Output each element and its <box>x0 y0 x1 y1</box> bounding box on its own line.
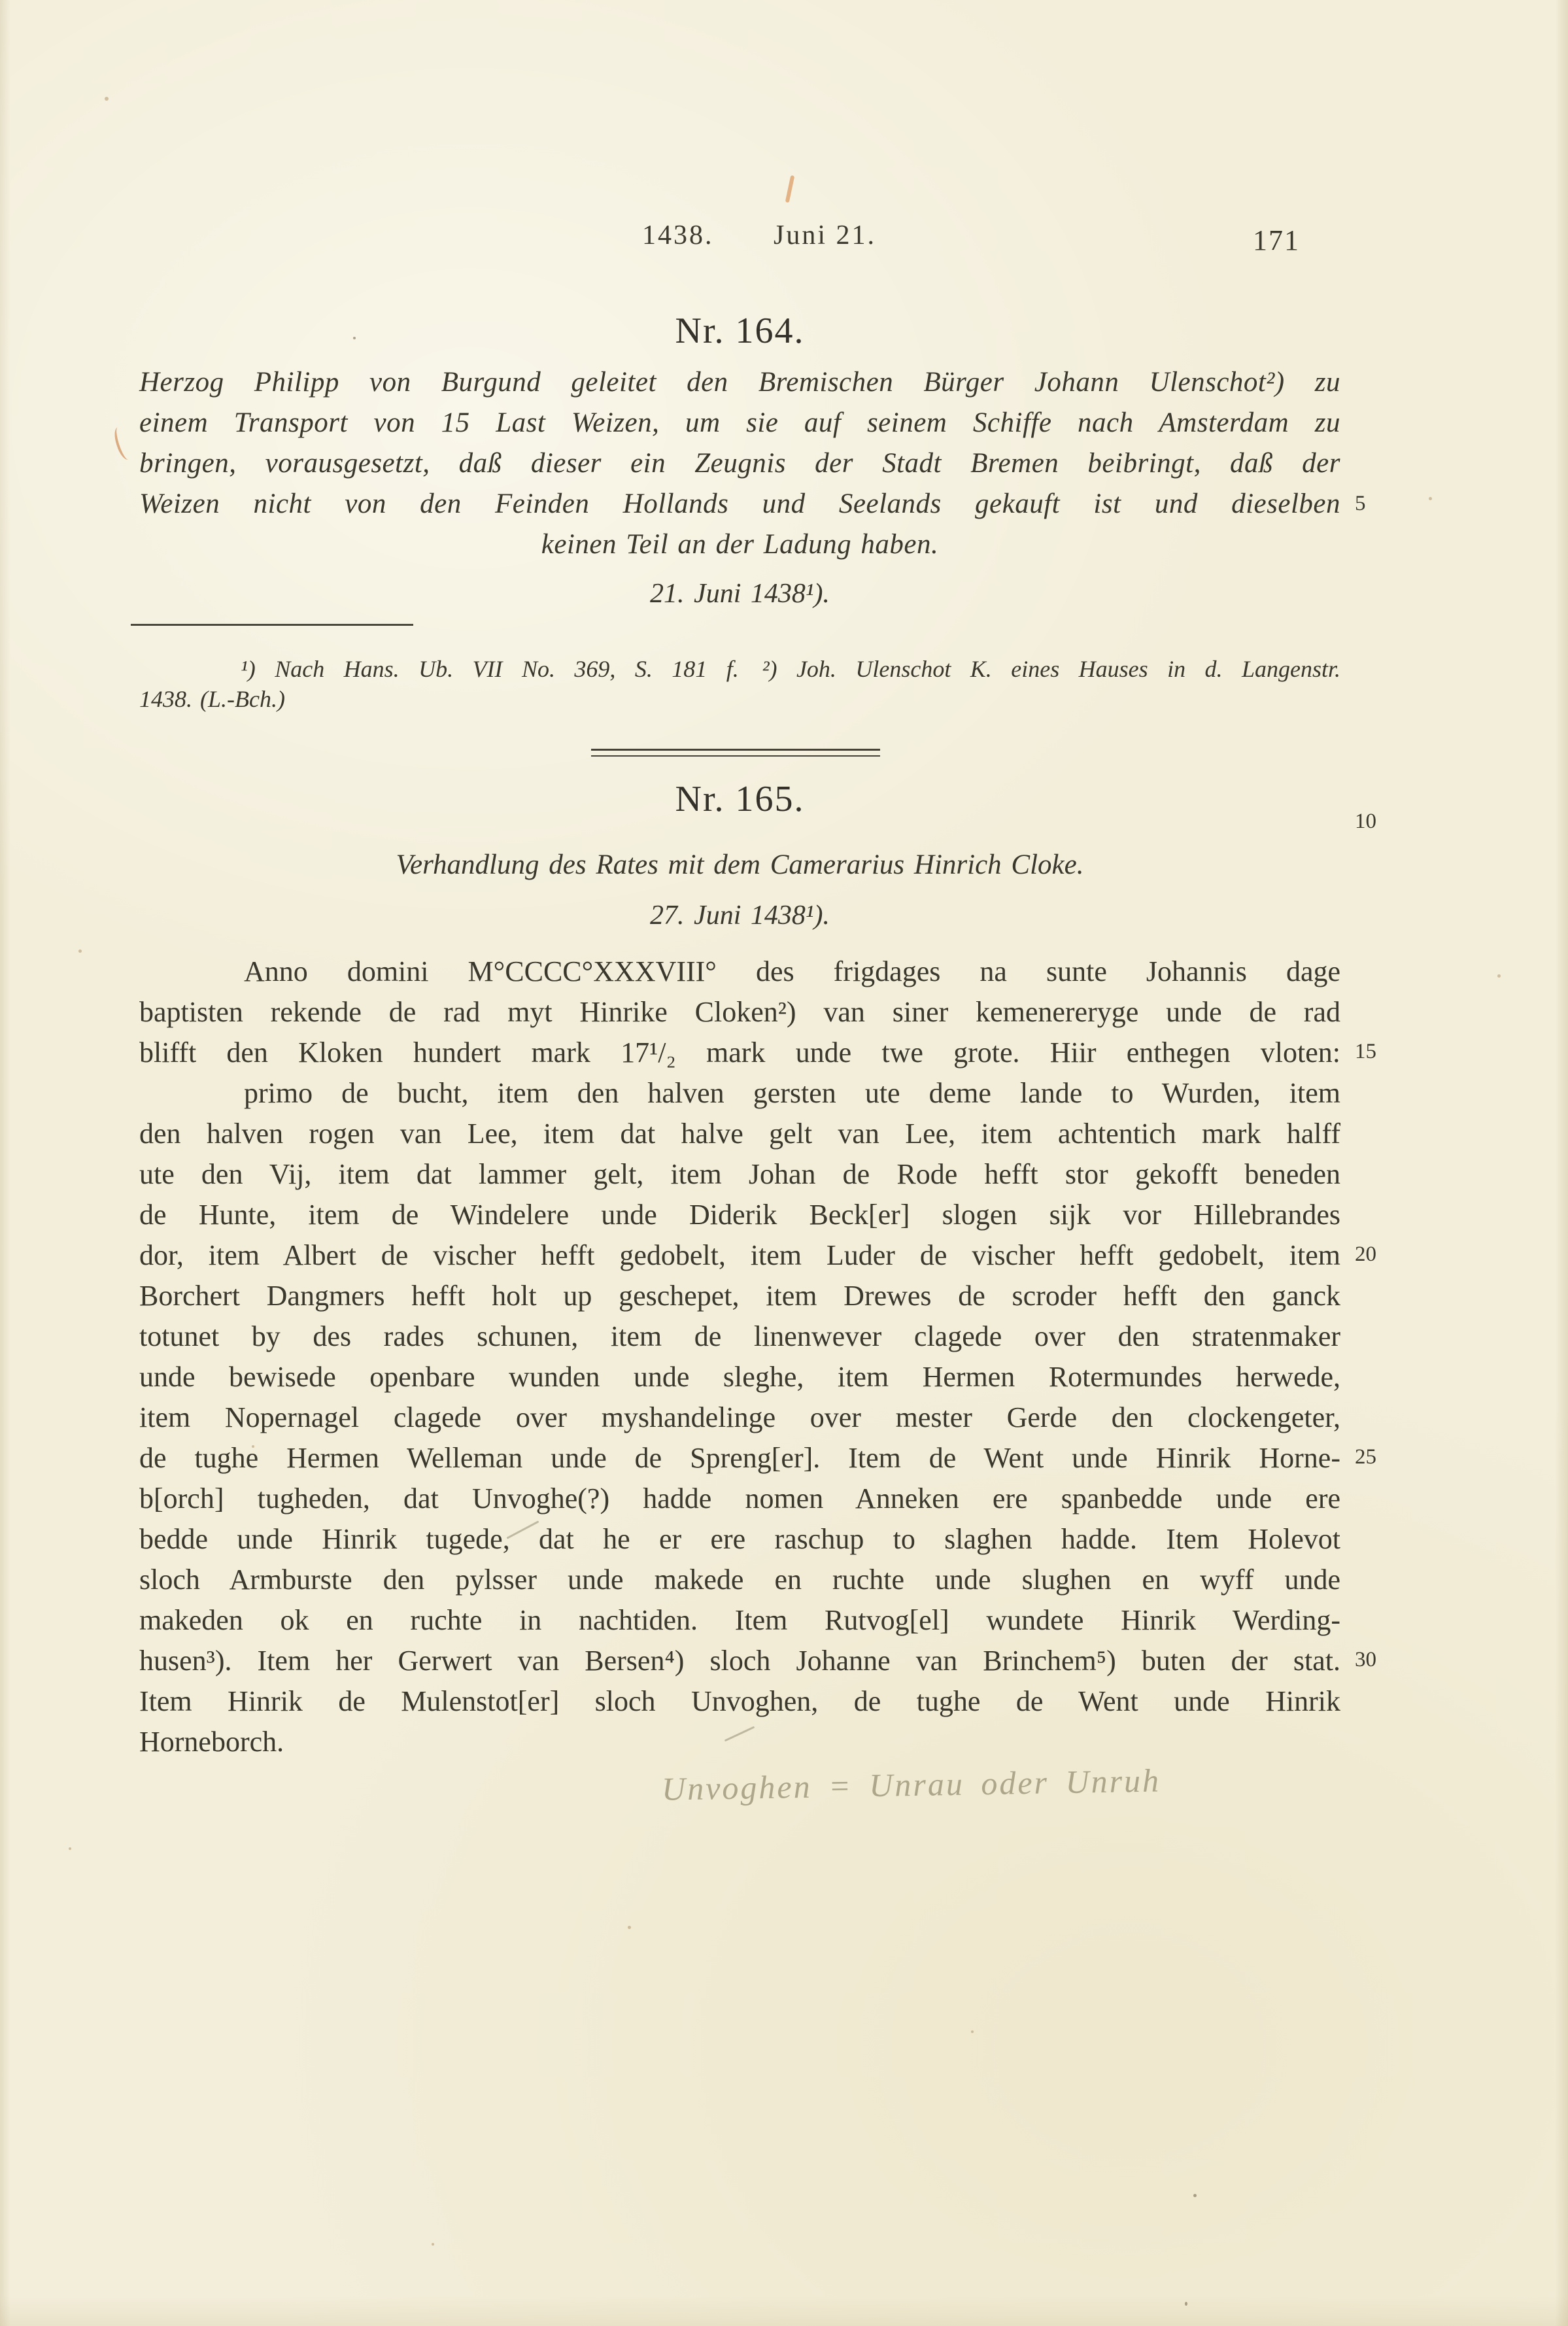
body-line: primo de bucht, item den halven gersten ute deme lande to Wurden, item <box>244 1077 1340 1109</box>
margin-line-number-10: 10 <box>1355 810 1376 833</box>
margin-line-number-30: 30 <box>1355 1648 1376 1671</box>
entry-164-regest <box>139 366 1340 569</box>
regest-line: keinen Teil an der Ladung haben. <box>541 529 939 560</box>
stray-ink-mark <box>785 175 795 203</box>
regest-line: bringen, vorausgesetzt, daß dieser ein Zeugnis der Stadt Bremen beibringt, daß der <box>139 448 1340 479</box>
body-line: de Hunte, item de Windelere unde Diderik Beck[er] slogen sijk vor Hillebrandes <box>139 1199 1340 1231</box>
body-line: de tughe Hermen Welleman unde de Spreng[er]. Item de Went unde Hinrik Horne- <box>139 1442 1340 1474</box>
body-line: dor, item Albert de vischer hefft gedobelt, item Luder de vischer hefft gedobelt, item <box>139 1239 1340 1271</box>
footnote-separator-rule <box>131 624 413 626</box>
body-line: husen³). Item her Gerwert van Bersen⁴) sloch Johanne van Brinchem⁵) buten der stat. <box>139 1645 1340 1677</box>
body-line: unde bewisede openbare wunden unde sleghe, item Hermen Rotermundes herwede, <box>139 1361 1340 1393</box>
paper-speckle <box>1497 974 1501 978</box>
footnote-line: ¹) Nach Hans. Ub. VII No. 369, S. 181 f. ²) Joh. Ulenschot K. eines Hauses in d. Langenstr. <box>241 656 1340 682</box>
paper-speckle <box>1185 2302 1187 2306</box>
running-header-year: 1438. <box>642 220 714 250</box>
entry-164-heading: Nr. 164. <box>675 311 805 351</box>
entry-164-date-line: 21. Juni 1438¹). <box>650 579 830 609</box>
body-line: Item Hinrik de Mulenstot[er] sloch Unvoghen, de tughe de Went unde Hinrik <box>139 1685 1340 1717</box>
margin-line-number-20: 20 <box>1355 1242 1376 1266</box>
body-line: baptisten rekende de rad myt Hinrike Cloken²) van siner kemenereryge unde de rad <box>139 996 1340 1028</box>
entry-165-body <box>139 955 1340 1766</box>
paper-speckle <box>105 97 109 101</box>
page-number: 171 <box>1253 224 1300 256</box>
body-line: bedde unde Hinrik tugede, dat he er ere raschup to slaghen hadde. Item Holevot <box>139 1523 1340 1555</box>
body-line: den halven rogen van Lee, item dat halve gelt van Lee, item achtentich mark halff <box>139 1118 1340 1150</box>
entry-165-heading: Nr. 165. <box>675 779 805 819</box>
body-line: totunet by des rades schunen, item de linenwever clagede over den stratenmaker <box>139 1320 1340 1352</box>
body-line: Horneborch. <box>139 1726 284 1758</box>
body-line: b[orch] tugheden, dat Unvoghe(?) hadde nomen Anneken ere spanbedde unde ere <box>139 1482 1340 1514</box>
margin-line-number-15: 15 <box>1355 1040 1376 1063</box>
paper-speckle <box>628 1926 631 1929</box>
body-line: ute den Vij, item dat lammer gelt, item Johan de Rode hefft stor gekofft beneden <box>139 1158 1340 1190</box>
paper-speckle <box>432 2243 434 2246</box>
handwritten-pencil-annotation: Unvoghen = Unrau oder Unruh <box>661 1762 1161 1807</box>
paper-speckle <box>1193 2194 1197 2197</box>
paper-speckle <box>78 949 82 953</box>
paper-speckle <box>353 337 356 339</box>
margin-line-number-5: 5 <box>1355 492 1366 515</box>
footnote-line: 1438. (L.-Bch.) <box>139 686 285 712</box>
paper-speckle <box>1429 497 1432 500</box>
body-line: item Nopernagel clagede over myshandelinge over mester Gerde den clockengeter, <box>139 1401 1340 1433</box>
body-line: sloch Armburste den pylsser unde makede en ruchte unde slughen en wyff unde <box>139 1564 1340 1596</box>
margin-line-number-25: 25 <box>1355 1445 1376 1469</box>
body-line: makeden ok en ruchte in nachtiden. Item Rutvog[el] wundete Hinrik Werding- <box>139 1604 1340 1636</box>
regest-line: einem Transport von 15 Last Weizen, um sie auf seinem Schiffe nach Amsterdam zu <box>139 407 1340 438</box>
entry-164-footnotes <box>139 655 1340 715</box>
regest-line: Herzog Philipp von Burgund geleitet den Bremischen Bürger Johann Ulenschot²) zu <box>139 367 1340 398</box>
paper-speckle <box>69 1847 71 1850</box>
entry-165-date-line: 27. Juni 1438¹). <box>650 900 830 931</box>
section-divider-double-rule <box>591 749 880 757</box>
stray-ink-mark <box>111 425 134 462</box>
paper-speckle <box>252 1445 254 1448</box>
entry-165-regest: Verhandlung des Rates mit dem Camerarius Hinrich Cloke. <box>396 849 1084 880</box>
body-line: Borchert Dangmers hefft holt up geschepet, item Drewes de scroder hefft den ganck <box>139 1280 1340 1312</box>
paper-speckle <box>971 2030 974 2033</box>
running-header-date: Juni 21. <box>774 220 877 250</box>
regest-line: Weizen nicht von den Feinden Hollands und Seelands gekauft ist und dieselben <box>139 488 1340 519</box>
body-line: blifft den Kloken hundert mark 17¹/₂ mark unde twe grote. Hiir enthegen vloten: <box>139 1036 1340 1069</box>
body-line: Anno domini M°CCCC°XXXVIII° des frigdages na sunte Johannis dage <box>244 955 1340 987</box>
